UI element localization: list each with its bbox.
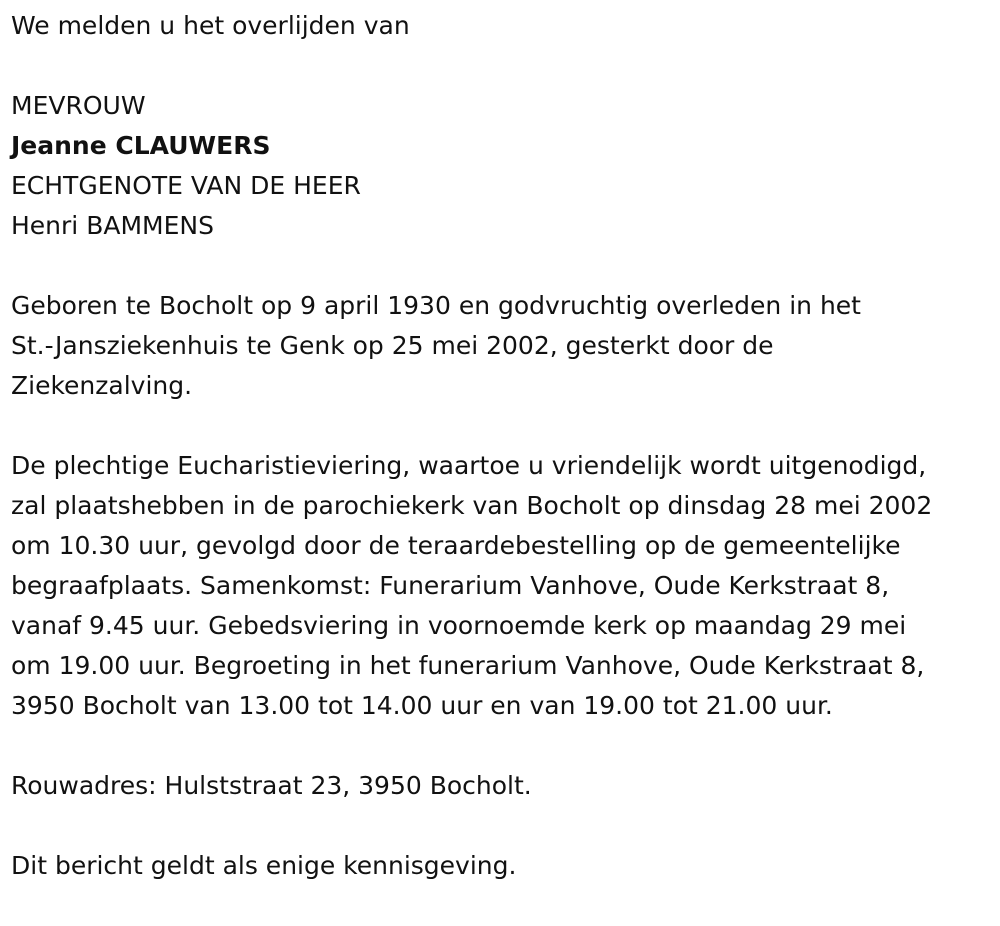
paragraph-line: vanaf 9.45 uur. Gebedsviering in voornoemde kerk op maandag 29 mei [11,611,907,640]
paragraph-line: om 19.00 uur. Begroeting in het funerarium Vanhove, Oude Kerkstraat 8, [11,651,925,680]
paragraph-line: zal plaatshebben in de parochiekerk van Bocholt op dinsdag 28 mei 2002 [11,491,933,520]
intro-text: We melden u het overlijden van [11,11,410,40]
paragraph-line: begraafplaats. Samenkomst: Funerarium Vanhove, Oude Kerkstraat 8, [11,571,890,600]
paragraph-line: 3950 Bocholt van 13.00 tot 14.00 uur en van 19.00 tot 21.00 uur. [11,691,833,720]
spacer [11,46,1000,86]
ceremony-paragraph [11,446,1000,726]
paragraph-line: De plechtige Eucharistieviering, waartoe u vriendelijk wordt uitgenodigd, [11,451,927,480]
paragraph-line: St.-Jansziekenhuis te Genk op 25 mei 2002, gesterkt door de [11,331,774,360]
honorific: MEVROUW [11,91,146,120]
closing-text: Dit bericht geldt als enige kennisgeving. [11,851,517,880]
spacer [11,246,1000,286]
spacer [11,806,1000,846]
mourning-address: Rouwadres: Hulststraat 23, 3950 Bocholt. [11,771,532,800]
birth-death-paragraph [11,286,1000,406]
spouse-name: Henri BAMMENS [11,211,214,240]
spacer [11,726,1000,766]
spacer [11,406,1000,446]
deceased-name: Jeanne CLAUWERS [11,131,271,160]
paragraph-line: Geboren te Bocholt op 9 april 1930 en godvruchtig overleden in het [11,291,861,320]
paragraph-line: om 10.30 uur, gevolgd door de teraardebestelling op de gemeentelijke [11,531,901,560]
relation-text: ECHTGENOTE VAN DE HEER [11,171,361,200]
paragraph-line: Ziekenzalving. [11,371,193,400]
